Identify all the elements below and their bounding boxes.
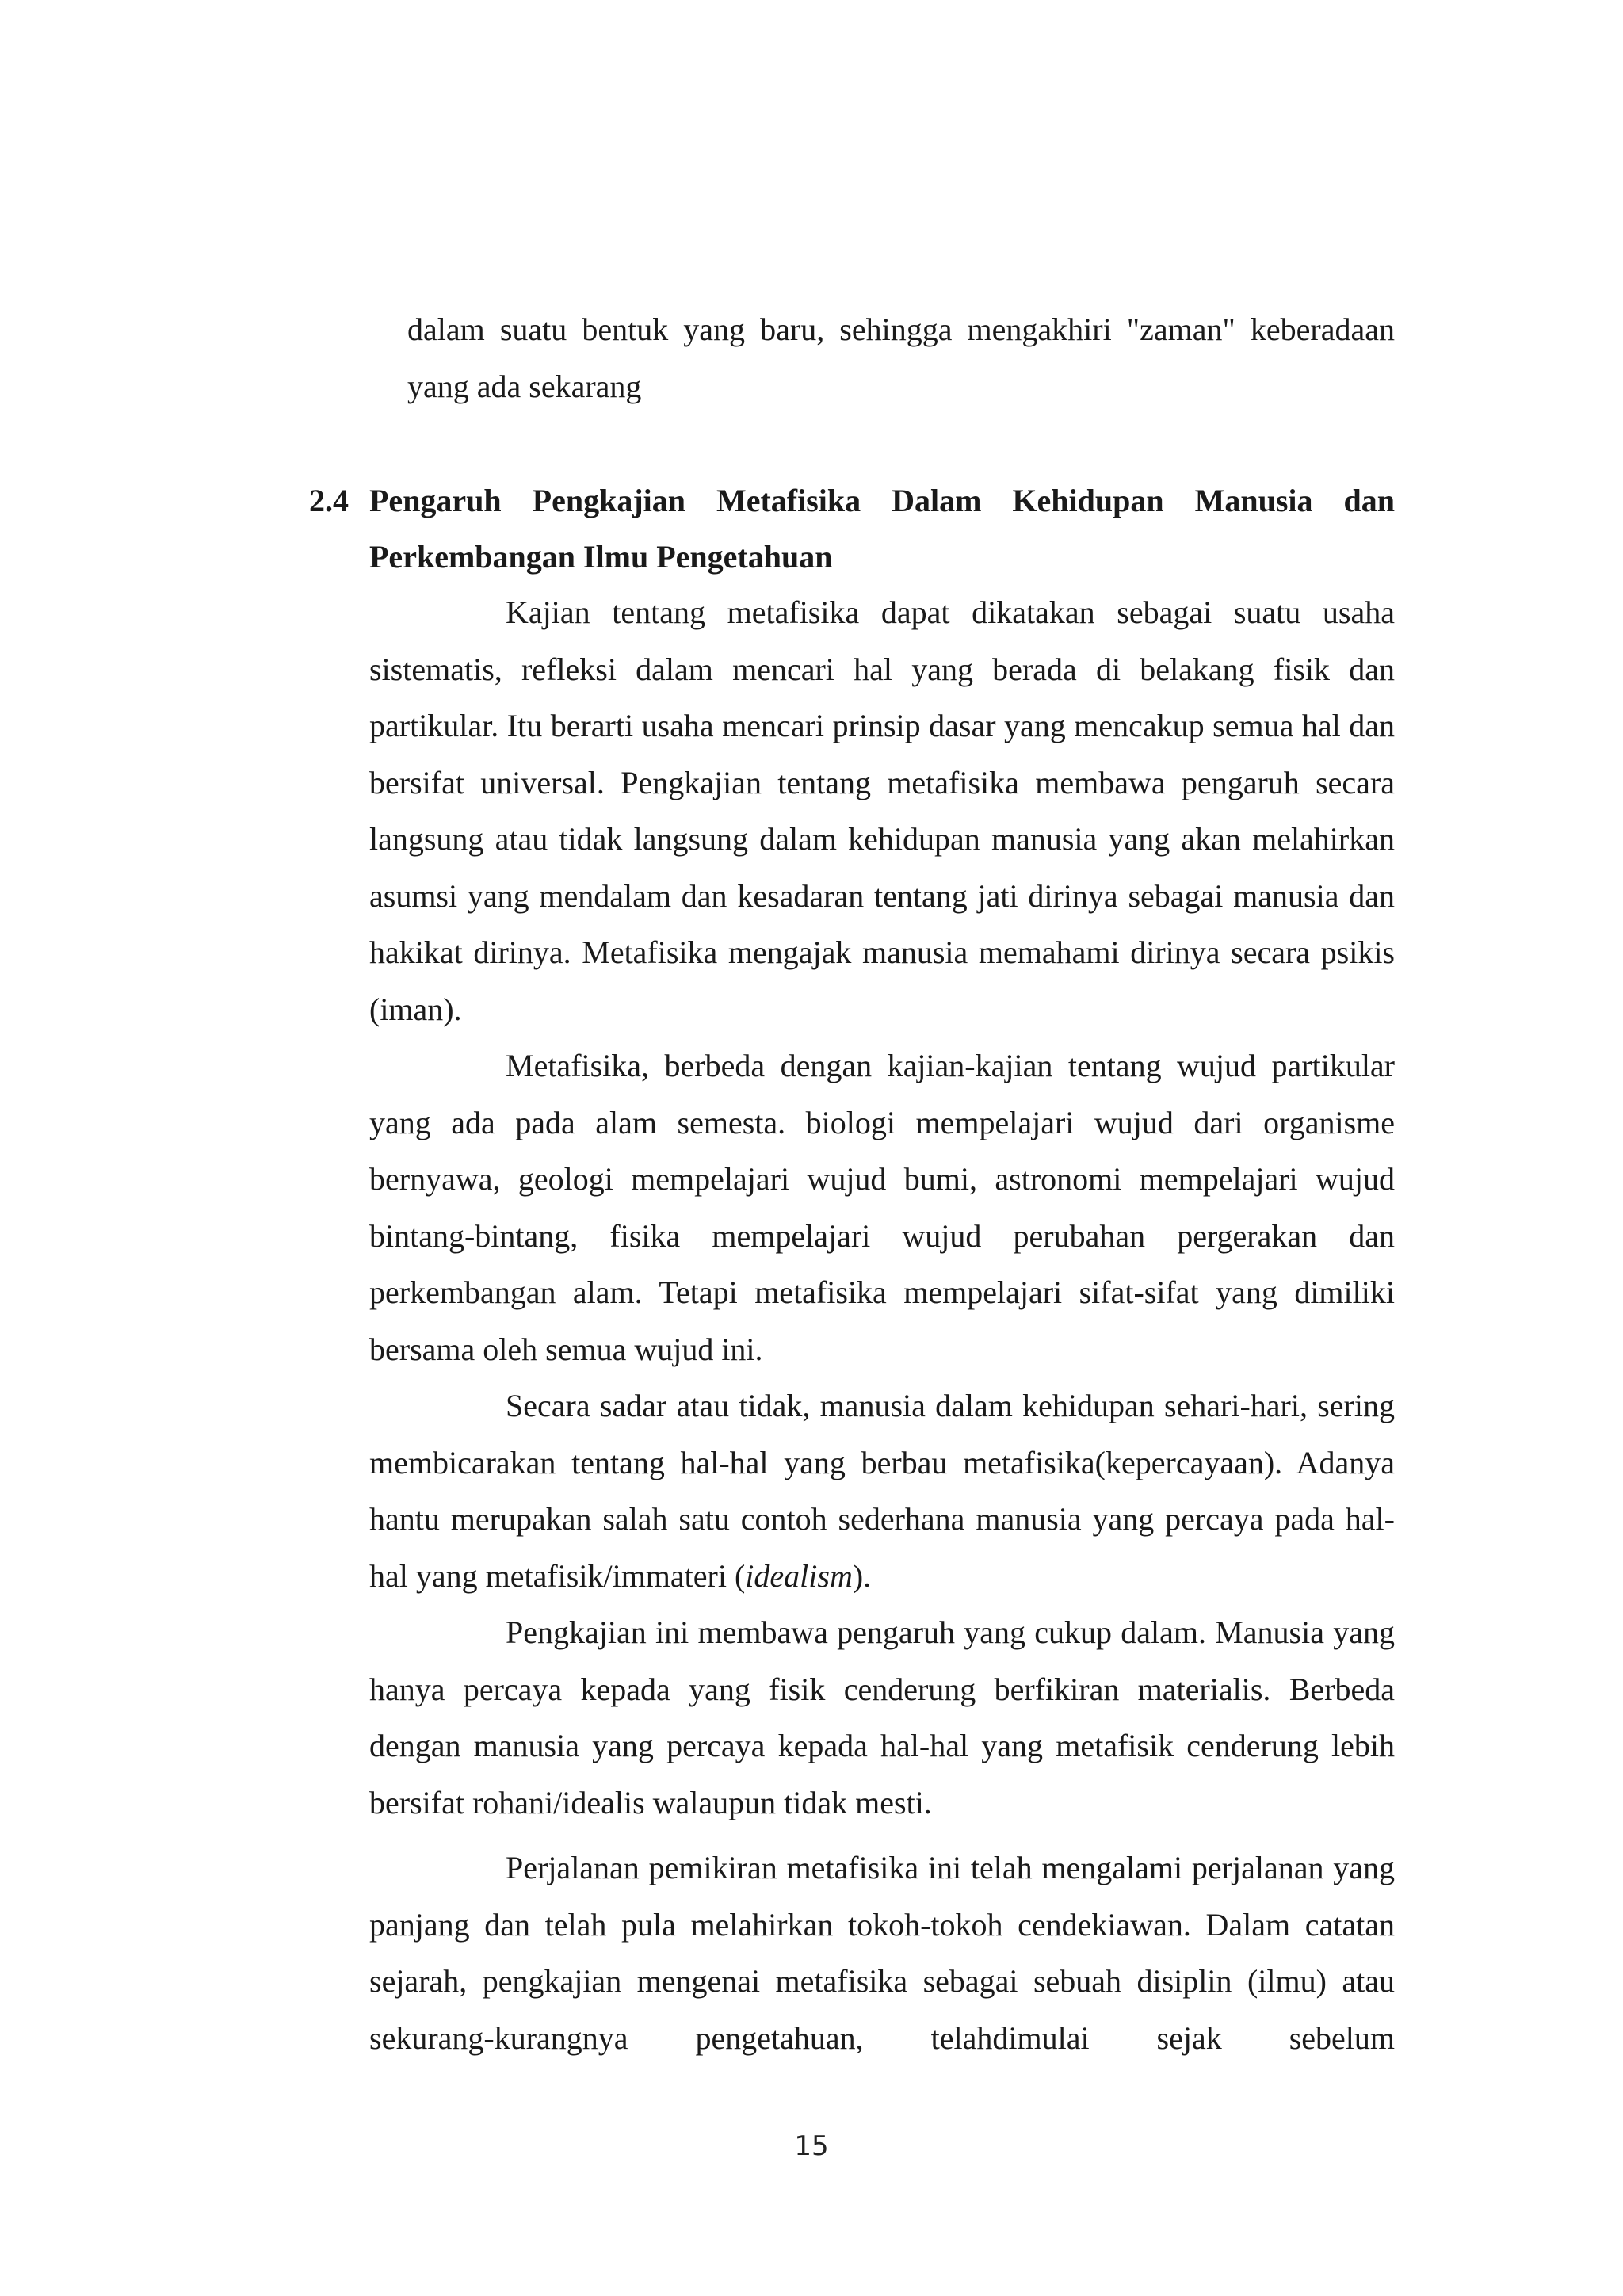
paragraph-text: Perjalanan pemikiran metafisika ini telah mengalami perjalanan yang panjang dan telah pula melahirkan tokoh-tokoh cendekiawan. Dalam catatan sejarah, pengkajian mengenai metafisika sebagai sebuah disiplin (ilmu) atau sekurang-kurangnya pengetahuan, telahdimulai sejak sebelum	[369, 1850, 1395, 2056]
paragraph	[369, 1377, 1395, 1604]
section-title: Pengaruh Pengkajian Metafisika Dalam Kehidupan Manusia dan Perkembangan Ilmu Pengetahuan	[369, 483, 1395, 575]
continuation-text: dalam suatu bentuk yang baru, sehingga mengakhiri "zaman" keberadaan yang ada sekarang	[407, 311, 1395, 404]
section-number: 2.4	[309, 483, 349, 518]
italic-term: idealism	[745, 1557, 853, 1594]
paragraph-text: ).	[852, 1557, 872, 1594]
paragraph-text: Secara sadar atau tidak, manusia dalam kehidupan sehari-hari, sering membicarakan tentang hal-hal yang berbau metafisika(kepercayaan). Adanya hantu merupakan salah satu contoh sederhana manusia yang percaya pada hal-hal yang metafisik/immateri (	[369, 1388, 1395, 1594]
continuation-paragraph	[407, 301, 1395, 415]
page-number: 15	[794, 2130, 829, 2162]
paragraph	[369, 584, 1395, 1037]
paragraph	[369, 1604, 1395, 1831]
paragraph	[369, 1037, 1395, 1377]
section-heading	[309, 472, 1395, 585]
paragraph-text: Metafisika, berbeda dengan kajian-kajian tentang wujud partikular yang ada pada alam semesta. biologi mempelajari wujud dari organisme bernyawa, geologi mempelajari wujud bumi, astronomi mempelajari wujud bintang-bintang, fisika mempelajari wujud perubahan pergerakan dan perkembangan alam. Tetapi metafisika mempelajari sifat-sifat yang dimiliki bersama oleh semua wujud ini.	[369, 1048, 1395, 1367]
paragraph-text: Pengkajian ini membawa pengaruh yang cukup dalam. Manusia yang hanya percaya kepada yang fisik cenderung berfikiran materialis. Berbeda dengan manusia yang percaya kepada hal-hal yang metafisik cenderung lebih bersifat rohani/idealis walaupun tidak mesti.	[369, 1614, 1395, 1820]
section-body	[369, 584, 1395, 2066]
paragraph	[369, 1839, 1395, 2066]
paragraph-text: Kajian tentang metafisika dapat dikatakan sebagai suatu usaha sistematis, refleksi dalam mencari hal yang berada di belakang fisik dan partikular. Itu berarti usaha mencari prinsip dasar yang mencakup semua hal dan bersifat universal. Pengkajian tentang metafisika membawa pengaruh secara langsung atau tidak langsung dalam kehidupan manusia yang akan melahirkan asumsi yang mendalam dan kesadaran tentang jati dirinya sebagai manusia dan hakikat dirinya. Metafisika mengajak manusia memahami dirinya secara psikis (iman).	[369, 594, 1395, 1027]
